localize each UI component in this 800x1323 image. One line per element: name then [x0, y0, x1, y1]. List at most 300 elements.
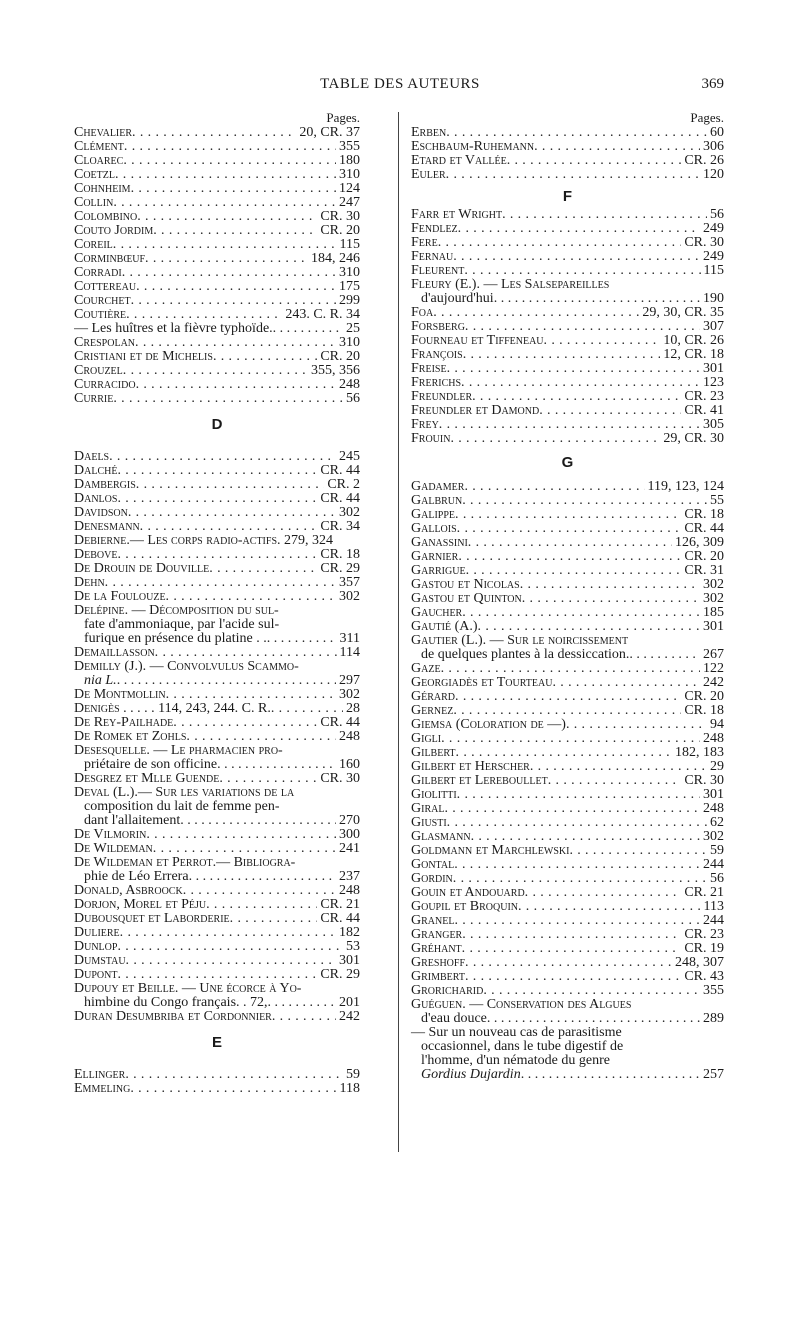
leader-dots [463, 348, 661, 362]
leader-dots [525, 886, 682, 900]
entry-name: Granger [411, 928, 463, 942]
entry-name: Corradi [74, 266, 122, 280]
index-entry [411, 236, 724, 250]
index-entry-continued: priétaire de son officine . . . 160 [74, 758, 360, 772]
section-letter-d: D [211, 416, 223, 433]
entry-name: Gontal [411, 858, 455, 872]
entry-pages: CR. 43 [684, 970, 724, 984]
entry-name: Colombino [74, 210, 138, 224]
leader-dots [478, 620, 700, 634]
leader-dots [441, 732, 700, 746]
entry-pages: CR. 19 [684, 942, 724, 956]
leader-dots [458, 222, 700, 236]
index-entry [411, 264, 724, 278]
index-entry [74, 926, 360, 940]
index-entry [74, 266, 360, 280]
index-entry [74, 252, 360, 266]
entry-name: Danlos [74, 492, 118, 506]
entry-name: Frouin [411, 432, 451, 446]
index-entry [74, 308, 360, 322]
leader-dots [454, 858, 700, 872]
entry-name: Dehn [74, 576, 105, 590]
index-entry-continued: l'homme, d'un nématode du genre [421, 1053, 610, 1068]
index-entry [411, 956, 724, 970]
index-entry-continued: d'eau douce . . . 289 [411, 1012, 724, 1026]
entry-name: De Vilmorin [74, 828, 147, 842]
index-entry [411, 704, 724, 718]
entry-name: Dorjon, Morel et Péju [74, 898, 207, 912]
leader-dots [439, 418, 700, 432]
entry-name: Curracido [74, 378, 136, 392]
leader-dots [153, 842, 336, 856]
entry-pages: 302 [703, 830, 724, 844]
entry-pages: 249 [703, 250, 724, 264]
index-entry [411, 844, 724, 858]
entry-pages: 123 [703, 376, 724, 390]
entry-pages: 120 [703, 168, 724, 182]
leader-dots [130, 1082, 336, 1096]
entry-name: Cristiani et de Michelis [74, 350, 213, 364]
index-entry [411, 718, 724, 732]
entry-pages: 310 [339, 168, 360, 182]
entry-name: Garrigue [411, 564, 466, 578]
entry-name: Gastou et Quinton [411, 592, 522, 606]
index-entry [411, 168, 724, 182]
entry-pages: 302 [339, 590, 360, 604]
index-entry [411, 774, 724, 788]
index-entry [411, 592, 724, 606]
index-entry-continued: composition du lait de femme pen- [84, 799, 280, 814]
index-entry [74, 884, 360, 898]
leader-dots [539, 404, 681, 418]
leader-dots [124, 140, 336, 154]
leader-dots [146, 828, 336, 842]
entry-pages: 355 [339, 140, 360, 154]
leader-dots [271, 702, 343, 716]
leader-dots [450, 432, 660, 446]
entry-pages: 124 [339, 182, 360, 196]
entry-name: Corminbœuf [74, 252, 146, 266]
entry-pages: CR. 21 [320, 898, 360, 912]
index-entry [74, 238, 360, 252]
entry-pages: CR. 20 [320, 224, 360, 238]
index-entry [74, 548, 360, 562]
index-entry [411, 362, 724, 376]
entry-name: Freundler [411, 390, 473, 404]
index-entry [74, 562, 360, 576]
entry-pages: 357 [339, 576, 360, 590]
entry-name: Dumstau [74, 954, 126, 968]
entry-name: De Drouin de Douville [74, 562, 210, 576]
entry-name: Eschbaum-Ruhemann [411, 140, 535, 154]
entry-pages: CR. 44 [320, 716, 360, 730]
entry-name: Gérard [411, 690, 456, 704]
entry-name: Gadamer [411, 480, 465, 494]
entry-name: Cottereau [74, 280, 137, 294]
entry-name: Ellinger [74, 1068, 126, 1082]
entry-pages: 301 [703, 788, 724, 802]
leader-dots [206, 898, 317, 912]
leader-dots [135, 336, 336, 350]
leader-dots [447, 362, 700, 376]
entry-name: Fernau [411, 250, 454, 264]
entry-pages: CR. 18 [320, 548, 360, 562]
section-letter-f: F [562, 188, 573, 205]
leader-dots [113, 238, 337, 252]
pages-label: Pages. [326, 110, 360, 125]
entry-pages: 355 [703, 984, 724, 998]
entry-name: Ganassini [411, 536, 468, 550]
leader-dots [213, 350, 317, 364]
leader-dots [464, 480, 644, 494]
index-entry [74, 940, 360, 954]
leader-dots [131, 182, 336, 196]
index-entry: Desesquelle. — Le pharmacien pro- [74, 744, 283, 758]
index-entry [74, 392, 360, 406]
entry-name: Gréhant [411, 942, 462, 956]
index-entry [74, 224, 360, 238]
entry-pages: CR. 20 [684, 690, 724, 704]
leader-dots [566, 718, 707, 732]
leader-dots [530, 760, 707, 774]
entry-name: De la Foulouze [74, 590, 166, 604]
leader-dots [544, 334, 661, 348]
entry-pages: 94 [710, 718, 724, 732]
entry-name: Courchet [74, 294, 131, 308]
index-entry [74, 478, 360, 492]
index-entry: Gautier (L.). — Sur le noircissement [411, 634, 629, 648]
entry-name: Glasmann [411, 830, 471, 844]
index-entry [74, 196, 360, 210]
index-entry [411, 334, 724, 348]
index-entry: Desgrez et Mlle Guende . . . CR. 30 [74, 772, 360, 786]
leader-dots [120, 926, 336, 940]
leader-dots [466, 564, 682, 578]
index-entry-continued: himbine du Congo français. . 72, . . . 201 [74, 996, 360, 1010]
entry-pages: CR. 18 [684, 508, 724, 522]
entry-pages: 175 [339, 280, 360, 294]
entry-name: Euler [411, 168, 446, 182]
leader-dots [230, 912, 318, 926]
entry-name: Freundler et Damond [411, 404, 540, 418]
entry-name: Fleurent [411, 264, 465, 278]
index-entry [74, 168, 360, 182]
index-entry [74, 210, 360, 224]
entry-pages: 301 [703, 620, 724, 634]
index-entry [74, 842, 360, 856]
entry-pages: 59 [710, 844, 724, 858]
index-entry [411, 306, 724, 320]
entry-pages: 248, 307 [675, 956, 724, 970]
leader-dots [446, 126, 707, 140]
index-entry [411, 914, 724, 928]
index-entry-continued: d'aujourd'hui . . . 190 [411, 292, 724, 306]
entry-pages: 60 [710, 126, 724, 140]
entry-pages: 307 [703, 320, 724, 334]
leader-dots [117, 940, 343, 954]
index-entry [411, 376, 724, 390]
entry-pages: 248 [339, 730, 360, 744]
index-entry [74, 364, 360, 378]
leader-dots [461, 376, 700, 390]
index-entry [411, 222, 724, 236]
entry-pages: 20, CR. 37 [299, 126, 360, 140]
entry-name: Coutière [74, 308, 127, 322]
entry-pages: CR. 31 [684, 564, 724, 578]
index-entry [411, 872, 724, 886]
index-entry [74, 1068, 360, 1082]
entry-pages: CR. 18 [684, 704, 724, 718]
index-entry [74, 336, 360, 350]
pages-label: Pages. [690, 110, 724, 125]
entry-pages: 29, 30, CR. 35 [642, 306, 724, 320]
entry-pages: CR. 41 [684, 404, 724, 418]
leader-dots [183, 884, 336, 898]
entry-pages: 29 [710, 760, 724, 774]
entry-pages: 118 [339, 1082, 360, 1096]
entry-pages: 247 [339, 196, 360, 210]
entry-pages: 310 [339, 336, 360, 350]
entry-name: Daels [74, 450, 110, 464]
entry-pages: 184, 246 [311, 252, 360, 266]
entry-pages: 305 [703, 418, 724, 432]
entry-pages: CR. 23 [684, 390, 724, 404]
entry-name: Chevalier [74, 126, 133, 140]
column-divider [398, 112, 399, 1152]
entry-pages: CR. 44 [320, 492, 360, 506]
leader-dots [455, 508, 681, 522]
entry-pages: 243. C. R. 34 [285, 308, 360, 322]
leader-dots [471, 830, 700, 844]
leader-dots [140, 520, 318, 534]
index-entry [411, 676, 724, 690]
leader-dots [520, 578, 700, 592]
entry-name: Greshoff [411, 956, 466, 970]
index-entry [411, 140, 724, 154]
index-entry-continued: phie de Léo Errera . . . 237 [74, 870, 360, 884]
leader-dots [117, 548, 317, 562]
entry-name: Giral [411, 802, 445, 816]
entry-name: De Romek et Zohls [74, 730, 187, 744]
index-entry [411, 564, 724, 578]
leader-dots [518, 900, 701, 914]
leader-dots [123, 364, 308, 378]
entry-pages: 115 [703, 264, 724, 278]
index-entry: — Les huîtres et la fièvre typhoïde. . . . 25 [74, 322, 360, 336]
index-entry [411, 418, 724, 432]
index-entry [411, 126, 724, 140]
entry-name: Crouzel [74, 364, 123, 378]
leader-dots [453, 250, 700, 264]
entry-pages: CR. 44 [684, 522, 724, 536]
index-entry [74, 730, 360, 744]
index-entry [74, 506, 360, 520]
entry-pages: 302 [703, 592, 724, 606]
entry-pages: CR. 44 [320, 464, 360, 478]
index-entry-continued: occasionnel, dans le tube digestif de [421, 1039, 624, 1054]
entry-pages: 185 [703, 606, 724, 620]
entry-pages: 301 [703, 362, 724, 376]
entry-pages: 244 [703, 858, 724, 872]
leader-dots [453, 704, 681, 718]
right-column [411, 110, 724, 1082]
entry-pages: CR. 23 [684, 928, 724, 942]
entry-name: Goldmann et Marchlewski [411, 844, 570, 858]
leader-dots [462, 928, 681, 942]
leader-dots [456, 746, 672, 760]
index-entry [411, 788, 724, 802]
entry-name: Goupil et Broquin [411, 900, 518, 914]
entry-pages: 62 [710, 816, 724, 830]
index-entry [411, 154, 724, 168]
entry-name: Etard et Vallée [411, 154, 507, 168]
index-entry [411, 928, 724, 942]
index-entry [411, 606, 724, 620]
entry-name: Dubousquet et Laborderie [74, 912, 230, 926]
index-entry: Duran Desumbriba et Cordonnier . . . 242 [74, 1010, 360, 1024]
leader-dots [534, 140, 700, 154]
entry-pages: CR. 20 [320, 350, 360, 364]
entry-pages: 113 [703, 900, 724, 914]
leader-dots [462, 942, 682, 956]
entry-name: Debove [74, 548, 118, 562]
entry-pages: CR. 44 [320, 912, 360, 926]
entry-name: Donald, Asbroock [74, 884, 183, 898]
entry-name: François [411, 348, 463, 362]
entry-pages: 355, 356 [311, 364, 360, 378]
entry-pages: 12, CR. 18 [663, 348, 724, 362]
index-entry [74, 716, 360, 730]
leader-dots [125, 1068, 343, 1082]
leader-dots [457, 522, 682, 536]
leader-dots [465, 320, 700, 334]
entry-pages: CR. 2 [327, 478, 360, 492]
index-entry [411, 480, 724, 494]
index-entry [411, 690, 724, 704]
index-entry [411, 508, 724, 522]
index-entry [411, 208, 724, 222]
entry-name: Freise [411, 362, 447, 376]
leader-dots [472, 390, 681, 404]
entry-pages: CR. 29 [320, 968, 360, 982]
entry-name: Erben [411, 126, 447, 140]
entry-name: Cohnheim [74, 182, 131, 196]
entry-pages: 126, 309 [675, 536, 724, 550]
index-entry [74, 350, 360, 364]
index-entry [74, 126, 360, 140]
index-entry [411, 970, 724, 984]
index-entry [74, 702, 360, 716]
leader-dots [569, 844, 707, 858]
leader-dots [447, 816, 707, 830]
entry-pages: CR. 30 [684, 236, 724, 250]
leader-dots [209, 562, 317, 576]
index-entry [411, 578, 724, 592]
leader-dots [145, 252, 308, 266]
entry-pages: CR. 29 [320, 562, 360, 576]
entry-name: Giolitti [411, 788, 457, 802]
entry-pages: 119, 123, 124 [647, 480, 724, 494]
entry-pages: 180 [339, 154, 360, 168]
entry-pages: 248 [339, 378, 360, 392]
leader-dots [464, 264, 700, 278]
leader-dots [109, 450, 336, 464]
entry-name: Dupont [74, 968, 118, 982]
leader-dots [457, 788, 700, 802]
entry-pages: CR. 20 [684, 550, 724, 564]
leader-dots [173, 716, 317, 730]
entry-pages: 248 [339, 884, 360, 898]
entry-pages: 302 [703, 578, 724, 592]
index-entry [411, 348, 724, 362]
index-entry [411, 522, 724, 536]
index-entry [74, 140, 360, 154]
leader-dots [113, 196, 336, 210]
leader-dots [117, 968, 317, 982]
entry-pages: 29, CR. 30 [663, 432, 724, 446]
index-entry [411, 886, 724, 900]
index-entry [411, 494, 724, 508]
index-entry [411, 732, 724, 746]
index-entry [411, 390, 724, 404]
entry-name: Coreil [74, 238, 113, 252]
index-entry [74, 280, 360, 294]
entry-name: Gastou et Nicolas [411, 578, 520, 592]
entry-pages: 122 [703, 662, 724, 676]
running-title: TABLE DES AUTEURS [320, 76, 480, 92]
leader-dots [115, 168, 336, 182]
entry-pages: 245 [339, 450, 360, 464]
index-entry [411, 900, 724, 914]
leader-dots [507, 154, 682, 168]
leader-dots [117, 464, 317, 478]
entry-name: Frey [411, 418, 439, 432]
index-entry [74, 912, 360, 926]
entry-pages: 244 [703, 914, 724, 928]
entry-name: Coetzl [74, 168, 115, 182]
entry-pages: 248 [703, 802, 724, 816]
entry-name: Gouin et Andouard [411, 886, 525, 900]
entry-name: De Montmollin [74, 688, 166, 702]
leader-dots [186, 730, 336, 744]
entry-pages: CR. 21 [684, 886, 724, 900]
index-entry [411, 432, 724, 446]
entry-pages: 53 [346, 940, 360, 954]
leader-dots [136, 478, 325, 492]
entry-name: Gaze [411, 662, 441, 676]
leader-dots [455, 690, 681, 704]
index-entry [411, 250, 724, 264]
index-entry-continued: nia L. . . . 297 [74, 674, 360, 688]
index-entry [411, 858, 724, 872]
index-entry: Guéguen. — Conservation des Algues [411, 998, 632, 1012]
entry-name: Fendlez [411, 222, 458, 236]
leader-dots [153, 224, 317, 238]
entry-pages: 306 [703, 140, 724, 154]
index-entry [74, 450, 360, 464]
index-entry [74, 492, 360, 506]
entry-pages: 28 [346, 702, 360, 716]
entry-name: Georgiadès et Tourteau [411, 676, 553, 690]
leader-dots [123, 154, 336, 168]
entry-pages: 182, 183 [675, 746, 724, 760]
leader-dots [113, 392, 343, 406]
leader-dots [126, 308, 282, 322]
leader-dots [462, 606, 700, 620]
index-entry [411, 984, 724, 998]
section-letter-g: G [561, 454, 574, 471]
index-entry: Fleury (E.). — Les Salsepareilles [411, 278, 610, 292]
